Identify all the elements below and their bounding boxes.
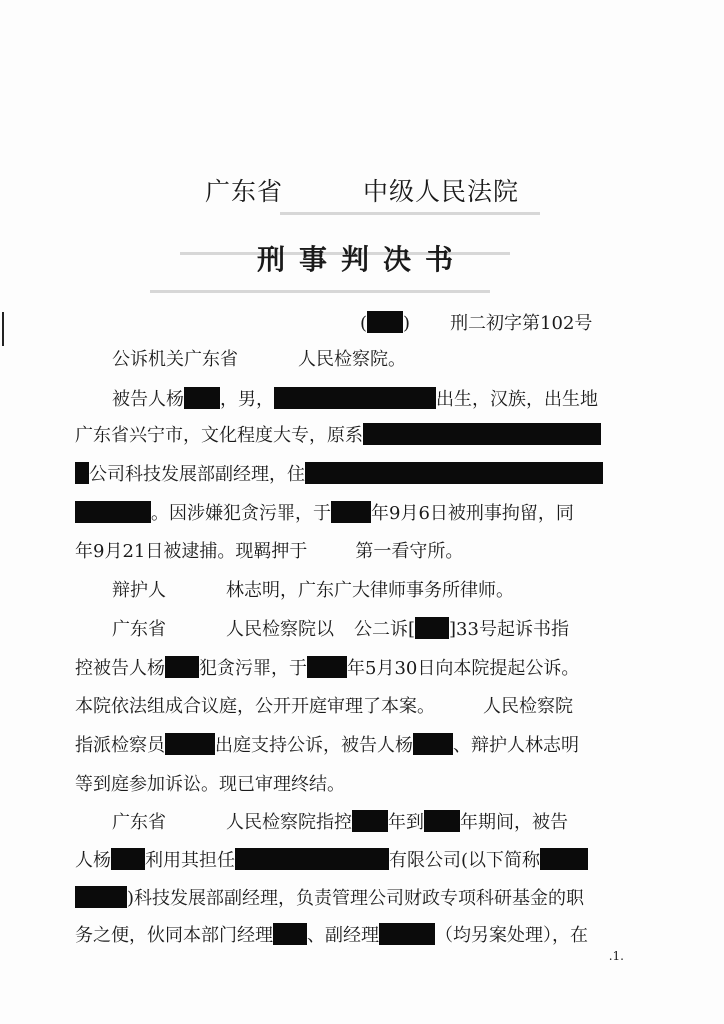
text-line — [75, 881, 635, 917]
text-line — [112, 342, 672, 378]
court-province: 广东省 — [204, 177, 283, 206]
redaction-block — [165, 656, 199, 678]
text-span: 年期间，被告 — [460, 812, 568, 833]
text-span: 、副经理 — [307, 925, 379, 946]
scan-edge-mark — [2, 312, 4, 346]
text-span: 、辩护人林志明 — [453, 735, 579, 756]
text-span: 人民检察院指控 — [226, 812, 352, 833]
text-line — [75, 496, 635, 532]
redaction-block — [424, 810, 460, 832]
redaction-block — [273, 923, 307, 945]
redaction-block — [415, 617, 449, 639]
text-span: 公司科技发展部副经理，住 — [89, 464, 305, 485]
text-line — [75, 534, 635, 570]
text-span: 年5月30日向本院提起公诉。 — [347, 658, 580, 679]
redaction-block — [235, 848, 389, 870]
redaction-block — [75, 886, 127, 908]
text-line — [75, 767, 635, 803]
court-name — [0, 172, 724, 208]
bleed-through — [280, 212, 540, 215]
text-span: 人民检察院以 — [226, 619, 334, 640]
redaction-block — [540, 848, 588, 870]
text-span: 出庭支持公诉，被告人杨 — [215, 735, 413, 756]
text-span: 人民检察院。 — [298, 349, 406, 370]
redaction-block — [331, 501, 371, 523]
redaction-block — [413, 733, 453, 755]
text-span: 林志明，广东广大律师事务所律师。 — [226, 580, 514, 601]
page-number: .1. — [608, 949, 624, 963]
text-span: 广东省 — [112, 812, 166, 833]
text-span: ]33号起诉书指 — [449, 619, 569, 640]
redaction-block — [111, 848, 145, 870]
redaction-block — [367, 311, 403, 333]
text-span: 有限公司(以下简称 — [389, 850, 541, 871]
redaction-block — [75, 462, 89, 484]
text-line — [112, 573, 672, 609]
text-line — [75, 689, 635, 725]
text-span: 被告人杨 — [112, 389, 184, 410]
text-span: ) — [403, 313, 411, 334]
text-span: 辩护人 — [112, 580, 166, 601]
text-line — [75, 457, 635, 493]
redaction-block — [363, 423, 601, 445]
bleed-through — [150, 290, 490, 293]
text-span: 人民检察院 — [483, 696, 573, 717]
text-span: 指派检察员 — [75, 735, 165, 756]
case-number-text: 刑二初字第102号 — [450, 313, 593, 334]
text-line — [75, 651, 635, 687]
text-span: 利用其担任 — [145, 850, 235, 871]
text-span: （均另案处理），在 — [435, 925, 588, 946]
case-number: ( ) 刑二初字第102号 — [360, 313, 593, 334]
text-span: 出生，汉族，出生地 — [436, 389, 598, 410]
redaction-block — [305, 462, 603, 484]
text-span: 务之便，伙同本部门经理 — [75, 925, 273, 946]
text-span: 。因涉嫌犯贪污罪，于 — [151, 503, 331, 524]
redaction-block — [165, 733, 215, 755]
text-span: 年到 — [388, 812, 424, 833]
text-line — [75, 728, 635, 764]
text-span: 人杨 — [75, 850, 111, 871]
text-span: 犯贪污罪，于 — [199, 658, 307, 679]
redaction-block — [352, 810, 388, 832]
text-span: 公诉机关广东省 — [112, 349, 238, 370]
text-span: 第一看守所。 — [355, 541, 464, 562]
text-span: 控被告人杨 — [75, 658, 165, 679]
redaction-block — [184, 387, 220, 409]
text-line — [75, 418, 635, 454]
text-span: )科技发展部副经理，负责管理公司财政专项科研基金的职 — [127, 888, 585, 909]
redaction-block — [75, 501, 151, 523]
redaction-block — [307, 656, 347, 678]
text-line — [112, 612, 672, 648]
text-span: 广东省 — [112, 619, 166, 640]
text-span: 公二诉[ — [354, 619, 416, 640]
text-span: 年9月6日被刑事拘留，同 — [371, 503, 574, 524]
text-line — [75, 843, 635, 879]
redaction-block — [379, 923, 435, 945]
text-span: 广东省兴宁市，文化程度大专，原系 — [75, 425, 363, 446]
text-line — [112, 805, 672, 841]
document-title: 刑事判决书 — [256, 243, 467, 276]
text-span: 年9月21日被逮捕。现羁押于 — [75, 541, 308, 562]
redaction-block — [274, 387, 436, 409]
text-line — [75, 918, 635, 954]
court-suffix: 中级人民法院 — [363, 177, 520, 206]
text-span: ，男， — [220, 389, 274, 410]
text-span: 本院依法组成合议庭，公开开庭审理了本案。 — [75, 696, 435, 717]
text-span: 等到庭参加诉讼。现已审理终结。 — [75, 774, 345, 795]
text-line — [112, 382, 672, 418]
